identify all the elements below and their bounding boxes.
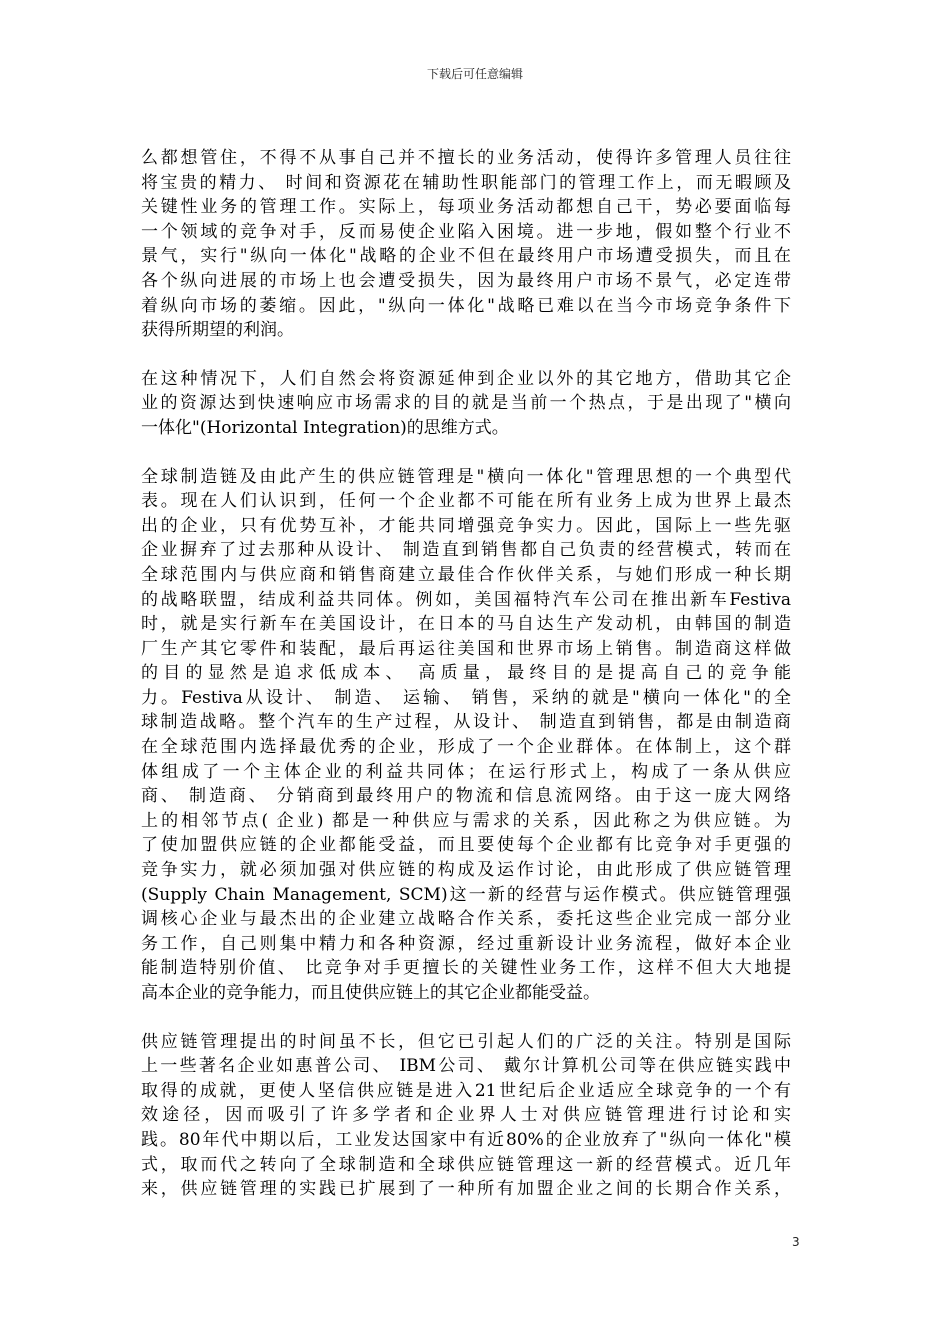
text-line: 式，取而代之转向了全球制造和全球供应链管理这一新的经营模式。近几年: [141, 1154, 791, 1175]
text-line: 上的相邻节点( 企业) 都是一种供应与需求的关系，因此称之为供应链。为: [141, 810, 791, 831]
text-line: 球制造战略。整个汽车的生产过程，从设计、 制造直到销售，都是由制造商: [141, 712, 791, 733]
text-line: 商、 制造商、 分销商到最终用户的物流和信息流网络。由于这一庞大网络: [141, 786, 791, 807]
text-line: 关键性业务的管理工作。实际上，每项业务活动都想自己干，势必要面临每: [141, 197, 791, 218]
text-line: 么都想管住，不得不从事自己并不擅长的业务活动，使得许多管理人员往往: [141, 148, 791, 168]
text-line: 来，供应链管理的实践已扩展到了一种所有加盟企业之间的长期合作关系，: [141, 1179, 791, 1200]
text-line: 的战略联盟，结成利益共同体。例如，美国福特汽车公司在推出新车Festiva: [141, 589, 791, 610]
text-line: 一体化"(Horizontal Integration)的思维方式。: [141, 417, 509, 438]
text-line: 务工作，自己则集中精力和各种资源，经过重新设计业务流程，做好本企业: [141, 933, 791, 954]
text-line: 在这种情况下，人们自然会将资源延伸到企业以外的其它地方，借助其它企: [141, 368, 791, 389]
text-line: 践。80年代中期以后，工业发达国家中有近80%的企业放弃了"纵向一体化"模: [141, 1129, 791, 1150]
text-line: 力。Festiva从设计、 制造、 运输、 销售，采纳的就是"横向一体化"的全: [141, 687, 791, 708]
text-line: 上一些著名企业如惠普公司、 IBM公司、 戴尔计算机公司等在供应链实践中: [141, 1056, 791, 1077]
text-line: 时，就是实行新车在美国设计，在日本的马自达生产发动机，由韩国的制造: [141, 614, 791, 635]
text-line: 将宝贵的精力、 时间和资源花在辅助性职能部门的管理工作上，而无暇顾及: [141, 172, 791, 193]
text-line: 在全球范围内选择最优秀的企业，形成了一个企业群体。在体制上，这个群: [141, 737, 791, 758]
paragraph-3: [141, 465, 791, 1006]
text-line: 业的资源达到快速响应市场需求的目的就是当前一个热点，于是出现了"横向: [141, 393, 791, 414]
paragraph-1: [141, 146, 791, 343]
text-line: (Supply Chain Management, SCM)这一新的经营与运作模式。供应链管理强: [141, 884, 791, 905]
text-line: 全球范围内与供应商和销售商建立最佳合作伙伴关系，与她们形成一种长期: [141, 564, 791, 585]
text-line: 能制造特别价值、 比竞争对手更擅长的关键性业务工作，这样不但大大地提: [141, 958, 791, 979]
page-number: 3: [792, 1235, 800, 1249]
text-line: 景气，实行"纵向一体化"战略的企业不但在最终用户市场遭受损失，而且在: [141, 246, 791, 267]
text-line: 全球制造链及由此产生的供应链管理是"横向一体化"管理思想的一个典型代: [141, 466, 791, 487]
page-header: 下载后可任意编辑: [426, 67, 523, 81]
text-line: 高本企业的竞争能力，而且使供应链上的其它企业都能受益。: [141, 983, 600, 1003]
text-line: 的目的显然是追求低成本、 高质量，最终目的是提高自己的竞争能: [141, 663, 791, 684]
text-line: 取得的成就，更使人坚信供应链是进入21世纪后企业适应全球竞争的一个有: [141, 1080, 791, 1101]
text-line: 各个纵向进展的市场上也会遭受损失，因为最终用户市场不景气，必定连带: [141, 270, 791, 291]
text-line: 着纵向市场的萎缩。因此，"纵向一体化"战略已难以在当今市场竞争条件下: [141, 295, 791, 316]
text-line: 获得所期望的利润。: [141, 320, 294, 341]
text-line: 体组成了一个主体企业的利益共同体；在运行形式上，构成了一条从供应: [141, 761, 791, 782]
text-line: 竞争实力，就必须加强对供应链的构成及运作讨论，由此形成了供应链管理: [141, 860, 791, 881]
text-line: 供应链管理提出的时间虽不长，但它已引起人们的广泛的关注。特别是国际: [141, 1031, 791, 1052]
text-line: 厂生产其它零件和装配，最后再运往美国和世界市场上销售。制造商这样做: [141, 638, 791, 659]
text-line: 企业摒弃了过去那种从设计、 制造直到销售都自己负责的经营模式，转而在: [141, 540, 791, 561]
text-line: 一个领域的竞争对手，反而易使企业陷入困境。进一步地，假如整个行业不: [141, 221, 791, 242]
text-line: 效途径，因而吸引了许多学者和企业界人士对供应链管理进行讨论和实: [141, 1105, 791, 1126]
paragraph-2: [141, 367, 791, 441]
document-body: [141, 146, 791, 1226]
text-line: 表。现在人们认识到，任何一个企业都不可能在所有业务上成为世界上最杰: [141, 491, 791, 512]
text-line: 了使加盟供应链的企业都能受益，而且要使每个企业都有比竞争对手更强的: [141, 835, 791, 856]
text-line: 出的企业，只有优势互补，才能共同增强竞争实力。因此，国际上一些先驱: [141, 515, 791, 536]
paragraph-4: [141, 1030, 791, 1202]
text-line: 调核心企业与最杰出的企业建立战略合作关系，委托这些企业完成一部分业: [141, 909, 791, 930]
